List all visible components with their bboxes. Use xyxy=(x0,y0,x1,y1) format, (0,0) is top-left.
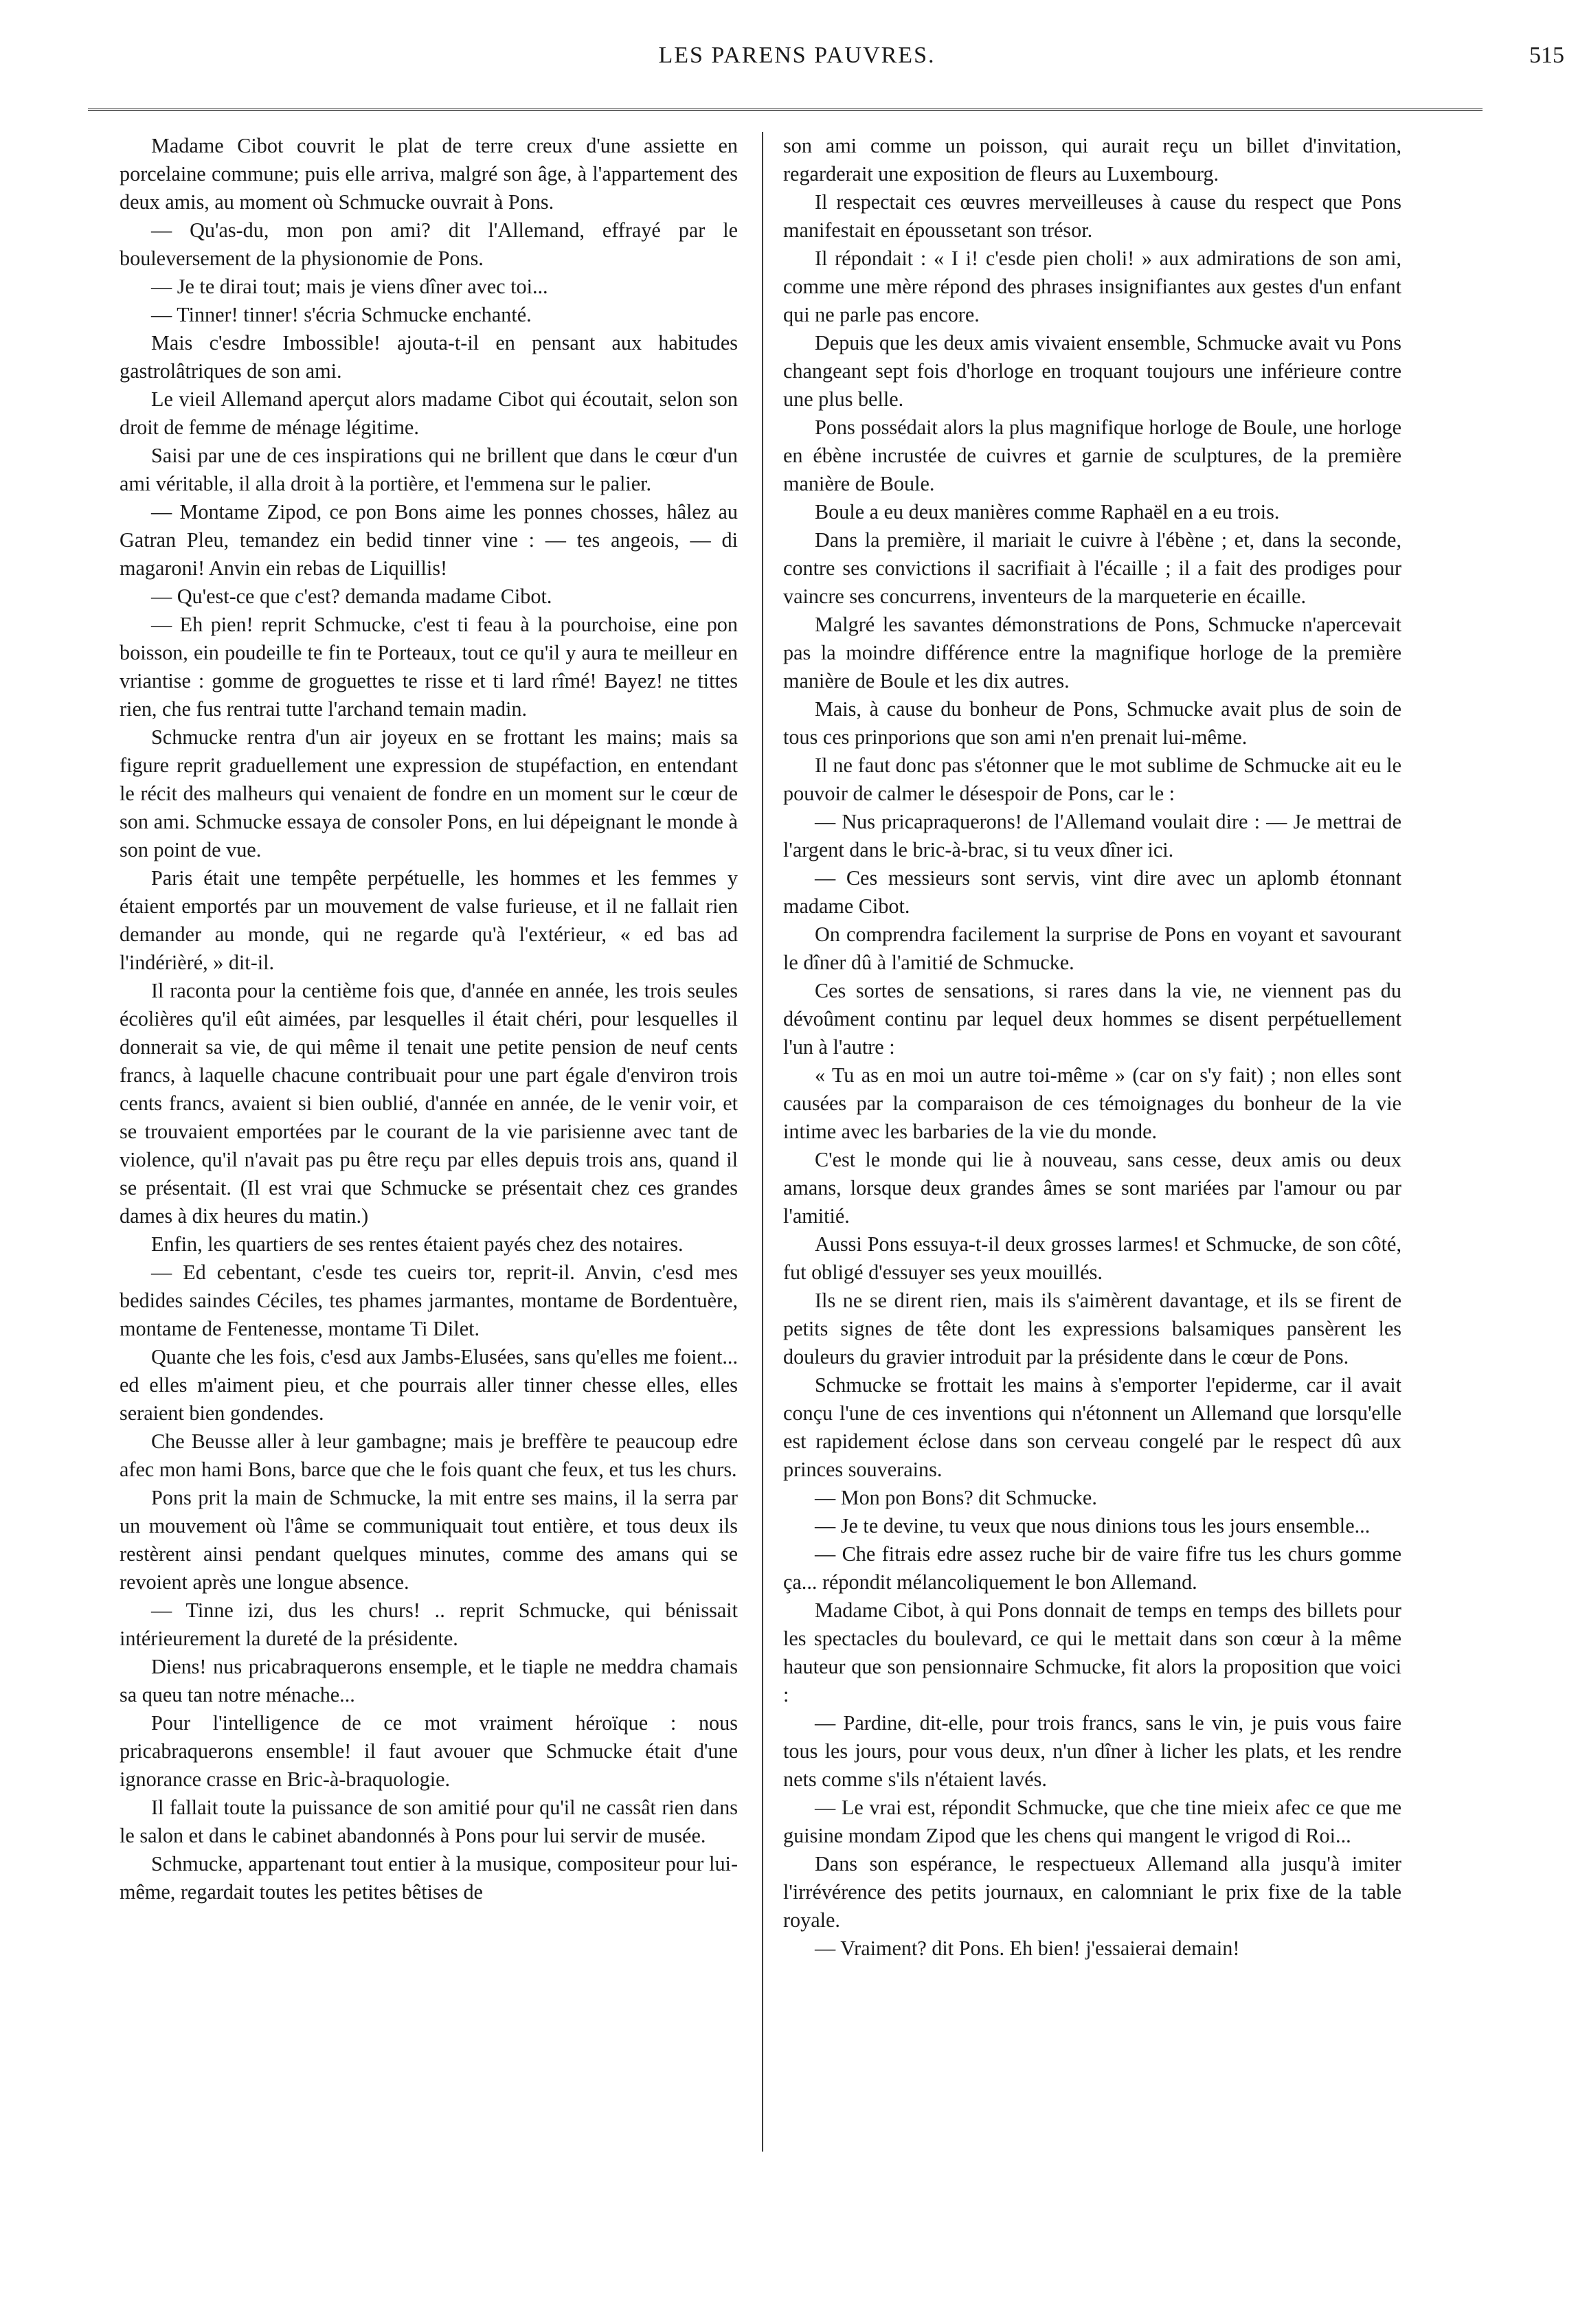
paragraph: Le vieil Allemand aperçut alors madame Cibot qui écoutait, selon son droit de femme de ménage légitime. xyxy=(120,387,738,439)
paragraph: Madame Cibot, à qui Pons donnait de temps en temps des billets pour les spectacles du boulevard, ce qui le mettait dans son cœur à la même hauteur que son pensionnaire Schmucke, fit alors la proposition que voici : xyxy=(783,1599,1401,1706)
paragraph: Schmucke rentra d'un air joyeux en se frottant les mains; mais sa figure reprit graduellement une expression de stupéfaction, en entendant le récit des malheurs qui venaient de fondre en un moment sur le cœur de son ami. Schmucke essaya de consoler Pons, en lui dépeignant le monde à son point de vue. xyxy=(120,725,738,861)
paragraph: Mais, à cause du bonheur de Pons, Schmucke avait plus de soin de tous ces prinporions que son ami n'en prenait lui-même. xyxy=(783,697,1401,749)
paragraph: — Pardine, dit-elle, pour trois francs, sans le vin, je puis vous faire tous les jours, pour vous deux, n'un dîner à licher les plats, et les rendre nets comme s'ils n'étaient lavés. xyxy=(783,1711,1401,1791)
paragraph: Dans la première, il mariait le cuivre à l'ébène ; et, dans la seconde, contre ses convictions il sacrifiait à l'écaille ; il a fait des prodiges pour vaincre ses concurrens, inventeurs de la marqueterie en écaille. xyxy=(783,528,1401,608)
paragraph: — Ed cebentant, c'esde tes cueirs tor, reprit-il. Anvin, c'esd mes bedides saindes Céciles, tes phames jarmantes, montame de Bordentuère, montame de Fentenesse, montame Ti Dilet. xyxy=(120,1261,738,1340)
paragraph: On comprendra facilement la surprise de Pons en voyant et savourant le dîner dû à l'amitié de Schmucke. xyxy=(783,923,1401,974)
paragraph: — Je te devine, tu veux que nous dinions tous les jours ensemble... xyxy=(815,1514,1371,1537)
paragraph: Pour l'intelligence de ce mot vraiment héroïque : nous pricabraquerons ensemble! il faut avouer que Schmucke était d'une ignorance crasse en Bric-à-braquologie. xyxy=(120,1711,738,1791)
paragraph: Il fallait toute la puissance de son amitié pour qu'il ne cassât rien dans le salon et dans le cabinet abandonnés à Pons pour lui servir de musée. xyxy=(120,1796,738,1847)
paragraph: Malgré les savantes démonstrations de Pons, Schmucke n'apercevait pas la moindre différence entre la magnifique horloge de la première manière de Boule et les dix autres. xyxy=(783,613,1401,692)
column-divider xyxy=(762,132,763,2152)
page-header xyxy=(0,43,1589,84)
right-column xyxy=(783,132,1401,1963)
paragraph: — Je te dirai tout; mais je viens dîner avec toi... xyxy=(151,275,548,298)
paragraph: Ces sortes de sensations, si rares dans la vie, ne viennent pas du dévoûment continu par lequel deux hommes se disent perpétuellement l'un à l'autre : xyxy=(783,979,1401,1059)
paragraph: Quante che les fois, c'esd aux Jambs-Elusées, sans qu'elles me foient... ed elles m'aiment pieu, et che pourrais aller tinner chesse elles, elles seraient bien gondendes. xyxy=(120,1345,738,1425)
paragraph: — Montame Zipod, ce pon Bons aime les ponnes chosses, hâlez au Gatran Pleu, temandez ein bedid tinner vine : — tes angeois, — di magaroni! Anvin ein rebas de Liquillis! xyxy=(120,500,738,580)
paragraph: Mais c'esdre Imbossible! ajouta-t-il en pensant aux habitudes gastrolâtriques de son ami. xyxy=(120,331,738,383)
paragraph: — Ces messieurs sont servis, vint dire avec un aplomb étonnant madame Cibot. xyxy=(783,866,1401,918)
paragraph: Saisi par une de ces inspirations qui ne brillent que dans le cœur d'un ami véritable, il alla droit à la portière, et l'emmena sur le palier. xyxy=(120,444,738,495)
paragraph: — Tinner! tinner! s'écria Schmucke enchanté. xyxy=(151,303,532,326)
paragraph: Aussi Pons essuya-t-il deux grosses larmes! et Schmucke, de son côté, fut obligé d'essuyer ses yeux mouillés. xyxy=(783,1232,1401,1284)
paragraph: — Eh pien! reprit Schmucke, c'est ti feau à la pourchoise, eine pon boisson, ein poudeille te fin te Porteaux, tout ce qu'il y aura te meilleur en vriantise : gomme de groguettes te risse et ti lard rîmé! Bayez! ne tittes rien, che fus rentrai tutte l'archand temain madin. xyxy=(120,613,738,721)
paragraph: Depuis que les deux amis vivaient ensemble, Schmucke avait vu Pons changeant sept fois d'horloge en troquant toujours une inférieure contre une plus belle. xyxy=(783,331,1401,411)
header-rule xyxy=(88,109,1483,111)
paragraph: Ils ne se dirent rien, mais ils s'aimèrent davantage, et ils se firent de petits signes de tête dont les expressions balsamiques pansèrent les douleurs du gravier introduit par la présidente dans le cœur de Pons. xyxy=(783,1289,1401,1368)
paragraph: — Qu'as-du, mon pon ami? dit l'Allemand, effrayé par le bouleversement de la physionomie de Pons. xyxy=(120,218,738,270)
running-title: LES PARENS PAUVRES. xyxy=(658,43,936,68)
paragraph: — Che fitrais edre assez ruche bir de vaire fifre tus les churs gomme ça... répondit mélancoliquement le bon Allemand. xyxy=(783,1542,1401,1594)
paragraph: Enfin, les quartiers de ses rentes étaient payés chez des notaires. xyxy=(151,1232,684,1256)
paragraph: Il répondait : « I i! c'esde pien choli! » aux admirations de son ami, comme une mère répond des phrases insignifiantes aux gestes d'un enfant qui ne parle pas encore. xyxy=(783,247,1401,326)
paragraph: Che Beusse aller à leur gambagne; mais je breffère te peaucoup edre afec mon hami Bons, barce que che le fois quant che feux, et tus les churs. xyxy=(120,1430,738,1481)
paragraph: Boule a eu deux manières comme Raphaël en a eu trois. xyxy=(815,500,1280,523)
paragraph: — Qu'est-ce que c'est? demanda madame Cibot. xyxy=(151,585,552,608)
paragraph: C'est le monde qui lie à nouveau, sans cesse, deux amis ou deux amans, lorsque deux grandes âmes se sont mariées par l'amour ou par l'amitié. xyxy=(783,1148,1401,1228)
paragraph: — Vraiment? dit Pons. Eh bien! j'essaierai demain! xyxy=(815,1937,1240,1960)
page-number: 515 xyxy=(1529,43,1564,68)
paragraph: Pons possédait alors la plus magnifique horloge de Boule, une horloge en ébène incrustée de cuivres et garnie de sculptures, de la première manière de Boule. xyxy=(783,416,1401,495)
paragraph: son ami comme un poisson, qui aurait reçu un billet d'invitation, regarderait une exposition de fleurs au Luxembourg. xyxy=(783,134,1401,185)
paragraph: Paris était une tempête perpétuelle, les hommes et les femmes y étaient emportés par un mouvement de valse furieuse, et il ne fallait rien demander au monde, qui ne regarde qu'à l'extérieur, « ed bas ad l'indérièré, » dit-il. xyxy=(120,866,738,974)
paragraph: Il ne faut donc pas s'étonner que le mot sublime de Schmucke ait eu le pouvoir de calmer le désespoir de Pons, car le : xyxy=(783,754,1401,805)
paragraph: Schmucke, appartenant tout entier à la musique, compositeur pour lui-même, regardait toutes les petites bêtises de xyxy=(120,1852,738,1904)
paragraph: — Nus pricapraquerons! de l'Allemand voulait dire : — Je mettrai de l'argent dans le bric-à-brac, si tu veux dîner ici. xyxy=(783,810,1401,861)
paragraph: Madame Cibot couvrit le plat de terre creux d'une assiette en porcelaine commune; puis elle arriva, malgré son âge, à l'appartement des deux amis, au moment où Schmucke ouvrait à Pons. xyxy=(120,134,738,214)
paragraph: Pons prit la main de Schmucke, la mit entre ses mains, il la serra par un mouvement où l'âme se communiquait tout entière, et tous deux ils restèrent ainsi pendant quelques minutes, comme des amans qui se revoient après une longue absence. xyxy=(120,1486,738,1594)
paragraph: Schmucke se frottait les mains à s'emporter l'epiderme, car il avait conçu l'une de ces inventions qui n'étonnent un Allemand que lorsqu'elle est rapidement éclose dans son cerveau congelé par le respect dû aux princes souverains. xyxy=(783,1373,1401,1481)
paragraph: Il raconta pour la centième fois que, d'année en année, les trois seules écolières qu'il eût aimées, par lesquelles il était chéri, pour lesquelles il donnerait sa vie, de qui même il tenait une petite pension de neuf cents francs, à laquelle chacune contribuait pour une part égale d'environ trois cents francs, avaient si bien oublié, d'année en année, de le venir voir, et se trouvaient emportées par le courant de la vie parisienne avec tant de violence, qu'il n'avait pas pu être reçu par elles depuis trois ans, quand il se présentait. (Il est vrai que Schmucke se présentait chez ces grandes dames à dix heures du matin.) xyxy=(120,979,738,1228)
left-column xyxy=(120,132,738,1906)
paragraph: Diens! nus pricabraquerons ensemple, et le tiaple ne meddra chamais sa queu tan notre ménache... xyxy=(120,1655,738,1706)
paragraph: — Mon pon Bons? dit Schmucke. xyxy=(815,1486,1097,1509)
paragraph: Il respectait ces œuvres merveilleuses à cause du respect que Pons manifestait en époussetant son trésor. xyxy=(783,190,1401,242)
paragraph: « Tu as en moi un autre toi-même » (car on s'y fait) ; non elles sont causées par la comparaison de ces témoignages du bonheur de la vie intime avec les barbaries de la vie du monde. xyxy=(783,1063,1401,1143)
paragraph: — Le vrai est, répondit Schmucke, que che tine mieix afec ce que me guisine mondam Zipod que les chens qui mangent le vrigod di Roi... xyxy=(783,1796,1401,1847)
paragraph: Dans son espérance, le respectueux Allemand alla jusqu'à imiter l'irrévérence des petits journaux, en calomniant le prix fixe de la table royale. xyxy=(783,1852,1401,1932)
paragraph: — Tinne izi, dus les churs! .. reprit Schmucke, qui bénissait intérieurement la dureté de la présidente. xyxy=(120,1599,738,1650)
